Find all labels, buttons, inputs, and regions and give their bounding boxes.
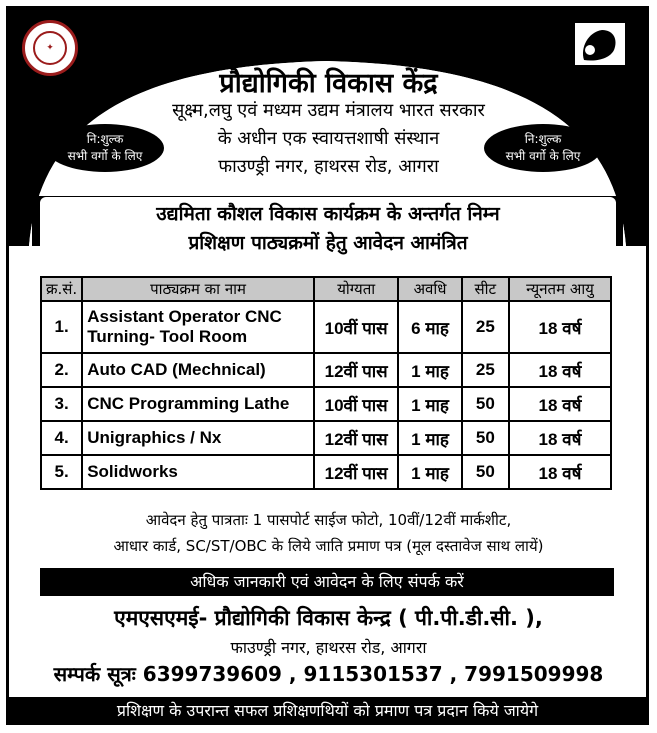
contact-address-title: एमएसएमई- प्रौद्योगिकी विकास केन्द्र ( पी.पी.डी.सी. ), (114, 606, 543, 630)
course-table (40, 276, 612, 490)
cell-min-age: 18 वर्ष (509, 387, 611, 421)
cell-duration: 1 माह (398, 353, 461, 387)
table-row (41, 387, 611, 421)
cell-duration: 1 माह (398, 455, 461, 489)
header-sno: क्र.सं. (41, 277, 82, 301)
cell-seats: 25 (462, 301, 509, 353)
table-row (41, 455, 611, 489)
cell-qualification: 10वीं पास (314, 387, 399, 421)
badge-left-line2: सभी वर्गो के लिए (67, 149, 143, 163)
cell-qualification: 12वीं पास (314, 421, 399, 455)
cell-duration: 1 माह (398, 421, 461, 455)
certificate-note-bar: प्रशिक्षण के उपरान्त सफल प्रशिक्षणथियों को प्रमाण पत्र प्रदान किये जायेगे (6, 697, 649, 725)
cell-min-age: 18 वर्ष (509, 455, 611, 489)
org-short-title: एमएसएमई (276, 33, 381, 63)
ppdc-logo-text: PPDC (580, 73, 605, 82)
cell-duration: 1 माह (398, 387, 461, 421)
cell-course: Solidworks (82, 455, 314, 489)
table-row (41, 353, 611, 387)
cell-course: Assistant Operator CNC Turning- Tool Room (82, 301, 314, 353)
cell-seats: 50 (462, 421, 509, 455)
badge-right-line1: नि:शुल्क (524, 132, 562, 146)
free-badge-right (484, 124, 602, 172)
cell-qualification: 12वीं पास (314, 353, 399, 387)
cell-min-age: 18 वर्ष (509, 421, 611, 455)
contact-info-bar: अधिक जानकारी एवं आवेदन के लिए संपर्क करें (40, 568, 614, 596)
announcement-band (40, 197, 616, 259)
org-full-title: प्रौद्योगिकी विकास केंद्र (219, 68, 438, 99)
header-course: पाठ्यक्रम का नाम (82, 277, 314, 301)
badge-left-line1: नि:शुल्क (86, 132, 124, 146)
cell-seats: 25 (462, 353, 509, 387)
header-min-age: न्यूनतम आयु (509, 277, 611, 301)
eligibility-line1: आवेदन हेतु पात्रताः 1 पासपोर्ट साईज फोटो, 10वीं/12वीं मार्कशीट, (145, 511, 512, 529)
contact-phone-line: सम्पर्क सूत्रः 6399739609 , 9115301537 , 7991509998 (53, 662, 604, 686)
cell-sno: 4. (41, 421, 82, 455)
cell-qualification: 12वीं पास (314, 455, 399, 489)
cell-course: CNC Programming Lathe (82, 387, 314, 421)
badge-right-line2: सभी वर्गो के लिए (505, 149, 581, 163)
header-qualification: योग्यता (314, 277, 399, 301)
table-header-row (41, 277, 611, 301)
cell-sno: 5. (41, 455, 82, 489)
free-badge-left (46, 124, 164, 172)
cell-course: Unigraphics / Nx (82, 421, 314, 455)
msme-emblem-icon: ✦ (33, 31, 67, 65)
cell-course: Auto CAD (Mechnical) (82, 353, 314, 387)
cell-min-age: 18 वर्ष (509, 301, 611, 353)
header-seats: सीट (462, 277, 509, 301)
cell-duration: 6 माह (398, 301, 461, 353)
ministry-line: सूक्ष्म,लघु एवं मध्यम उद्यम मंत्रालय भारत सरकार (172, 100, 485, 121)
cell-sno: 3. (41, 387, 82, 421)
cell-seats: 50 (462, 455, 509, 489)
cell-min-age: 18 वर्ष (509, 353, 611, 387)
announcement-line1: उद्यमिता कौशल विकास कार्यक्रम के अन्तर्गत निम्न (156, 203, 500, 225)
contact-address-line: फाउण्ड्री नगर, हाथरस रोड, आगरा (230, 638, 427, 657)
autonomous-line: के अधीन एक स्वायत्तशाषी संस्थान (217, 128, 440, 149)
cell-sno: 2. (41, 353, 82, 387)
table-row (41, 301, 611, 353)
announcement-line2: प्रशिक्षण पाठ्यक्रमों हेतु आवेदन आमंत्रित (188, 232, 468, 254)
eligibility-line2: आधार कार्ड, SC/ST/OBC के लिये जाति प्रमाण पत्र (मूल दस्तावेज साथ लायें) (113, 537, 544, 555)
table-row (41, 421, 611, 455)
cell-sno: 1. (41, 301, 82, 353)
cell-qualification: 10वीं पास (314, 301, 399, 353)
header-duration: अवधि (398, 277, 461, 301)
cell-seats: 50 (462, 387, 509, 421)
header-address-line: फाउण्ड्री नगर, हाथरस रोड, आगरा (218, 156, 439, 177)
